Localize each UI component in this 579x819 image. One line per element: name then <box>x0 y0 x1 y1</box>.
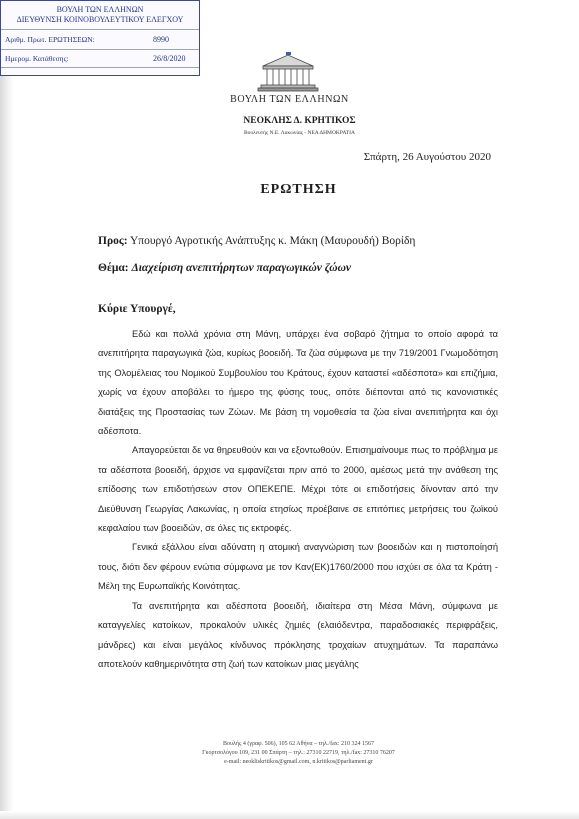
scan-shadow-bottom <box>0 811 579 819</box>
place-date: Σπάρτη, 26 Αυγούστου 2020 <box>363 151 491 163</box>
contact-footer <box>0 740 579 767</box>
stamp-subtitle: ΔΙΕΥΘΥΝΣΗ ΚΟΙΝΟΒΟΥΛΕΥΤΙΚΟΥ ΕΛΕΓΧΟΥ <box>16 15 184 24</box>
mp-name: ΝΕΟΚΛΗΣ Δ. ΚΡΗΤΙΚΟΣ <box>243 116 356 126</box>
stamp-divider <box>1 29 199 30</box>
paragraph: Τα ανεπιτήρητα και αδέσποτα βοοειδή, ιδιαίτερα στη Μέσα Μάνη, σύμφωνα με καταγγελίες κατοίκων, προκαλούν υλικές ζημιές (ελαιόδεντρα, παραδοσιακές περιφράξεις, μάνδρες) και είναι μεγάλος κίνδυνος πρόκλησης τροχαίων ατυχημάτων. Τα παραπάνω αποτελούν καθημερινότητα στη ζωή των κατοίκων μιας μεγάλης <box>98 600 498 669</box>
stamp-date-value: 26/8/2020 <box>153 54 186 63</box>
parliament-building-icon <box>257 52 319 92</box>
paragraph: Απαγορεύεται δε να θηρευθούν και να εξοντωθούν. Επισημαίνουμε πως το πρόβλημα με τα αδέσποτα βοοειδή, άρχισε να εμφανίζεται πριν από το 2000, αμέσως μετά την ανάθεση της επίδοσης των επιδοτήσεων στον ΟΠΕΚΕΠΕ. Μέχρι τότε οι επιδοτήσεις δίνονταν από την Διεύθυνση Γεωργίας Λακωνίας, η οποία ετησίως προέβαινε σε επιτόπιες μετρήσεις του ζωϊκού κεφαλαίου των βοοειδών, σε όλες τις εκτροφές. <box>98 445 498 534</box>
subject-line <box>98 262 351 274</box>
footer-address-athens: Βουλής 4 (γραφ. 506), 105 62 Αθήνα – τηλ./fax: 210 324 1567 <box>223 741 374 747</box>
recipient-label: Προς: <box>98 235 128 247</box>
stamp-number-label: Αριθμ. Πρωτ. ΕΡΩΤΗΣΕΩΝ: <box>5 35 95 44</box>
mp-role: Βουλευτής Ν.Ε. Λακωνίας - ΝΕΑ ΔΗΜΟΚΡΑΤΙΑ <box>244 130 355 136</box>
recipient-text: Υπουργό Αγροτικής Ανάπτυξης κ. Μάκη (Μαυρουδή) Βορίδη <box>129 235 416 247</box>
stamp-divider <box>1 67 199 68</box>
footer-email: e-mail: neokliskritikos@gmail.com, n.kritikos@parliament.gr <box>224 759 373 765</box>
subject-label: Θέμα: <box>98 262 129 274</box>
paragraph: Εδώ και πολλά χρόνια στη Μάνη, υπάρχει ένα σοβαρό ζήτημα το οποίο αφορά τα ανεπιτήρητα παραγωγικά ζώα, κυρίως βοοειδή. Τα ζώα σύμφωνα με την 719/2001 Γνωμοδότηση της Ολομέλειας του Νομικού Συμβουλίου του Κράτους, έχουν καταστεί «αδέσποτα» και επιζήμια, χωρίς να έχουν αποβάλει το ήμερο της φύσης τους, οπότε διέπονται από τις κανονιστικές διατάξεις της Προστασίας των Ζώων. Με βάση τη νομοθεσία τα ζώα είναι ανεπιτήρητα και όχι αδέσποτα. <box>98 329 498 437</box>
salutation: Κύριε Υπουργέ, <box>98 303 176 315</box>
stamp-number-value: 8990 <box>153 35 169 44</box>
body-text <box>98 325 498 674</box>
paragraph: Γενικά εξάλλου είναι αδύνατη η ατομική αναγνώριση των βοοειδών και η πιστοποίησή τους, διότι δεν φέρουν ενώτια σύμφωνα με τον Καν(ΕΚ)1760/2000 που ισχύει σε όλα τα Κράτη - Μέλη της Ευρωπαϊκής Κοινότητας. <box>98 542 498 592</box>
footer-address-sparti: Γκορτσολόγου 109, 231 00 Σπάρτη – τηλ.: 27310 22719, τηλ./fax: 27310 76207 <box>202 750 395 756</box>
subject-text: Διαχείριση ανεπιτήρητων παραγωγικών ζώων <box>131 262 351 274</box>
stamp-divider <box>1 49 199 50</box>
parliament-name: ΒΟΥΛΗ ΤΩΝ ΕΛΛΗΝΩΝ <box>230 94 349 105</box>
recipient-line <box>98 235 415 247</box>
document-title: ΕΡΩΤΗΣΗ <box>260 182 337 197</box>
stamp-title: ΒΟΥΛΗ ΤΩΝ ΕΛΛΗΝΩΝ <box>56 5 144 14</box>
stamp-date-label: Ημερομ. Κατάθεσης: <box>5 54 69 63</box>
registration-stamp <box>0 0 200 76</box>
